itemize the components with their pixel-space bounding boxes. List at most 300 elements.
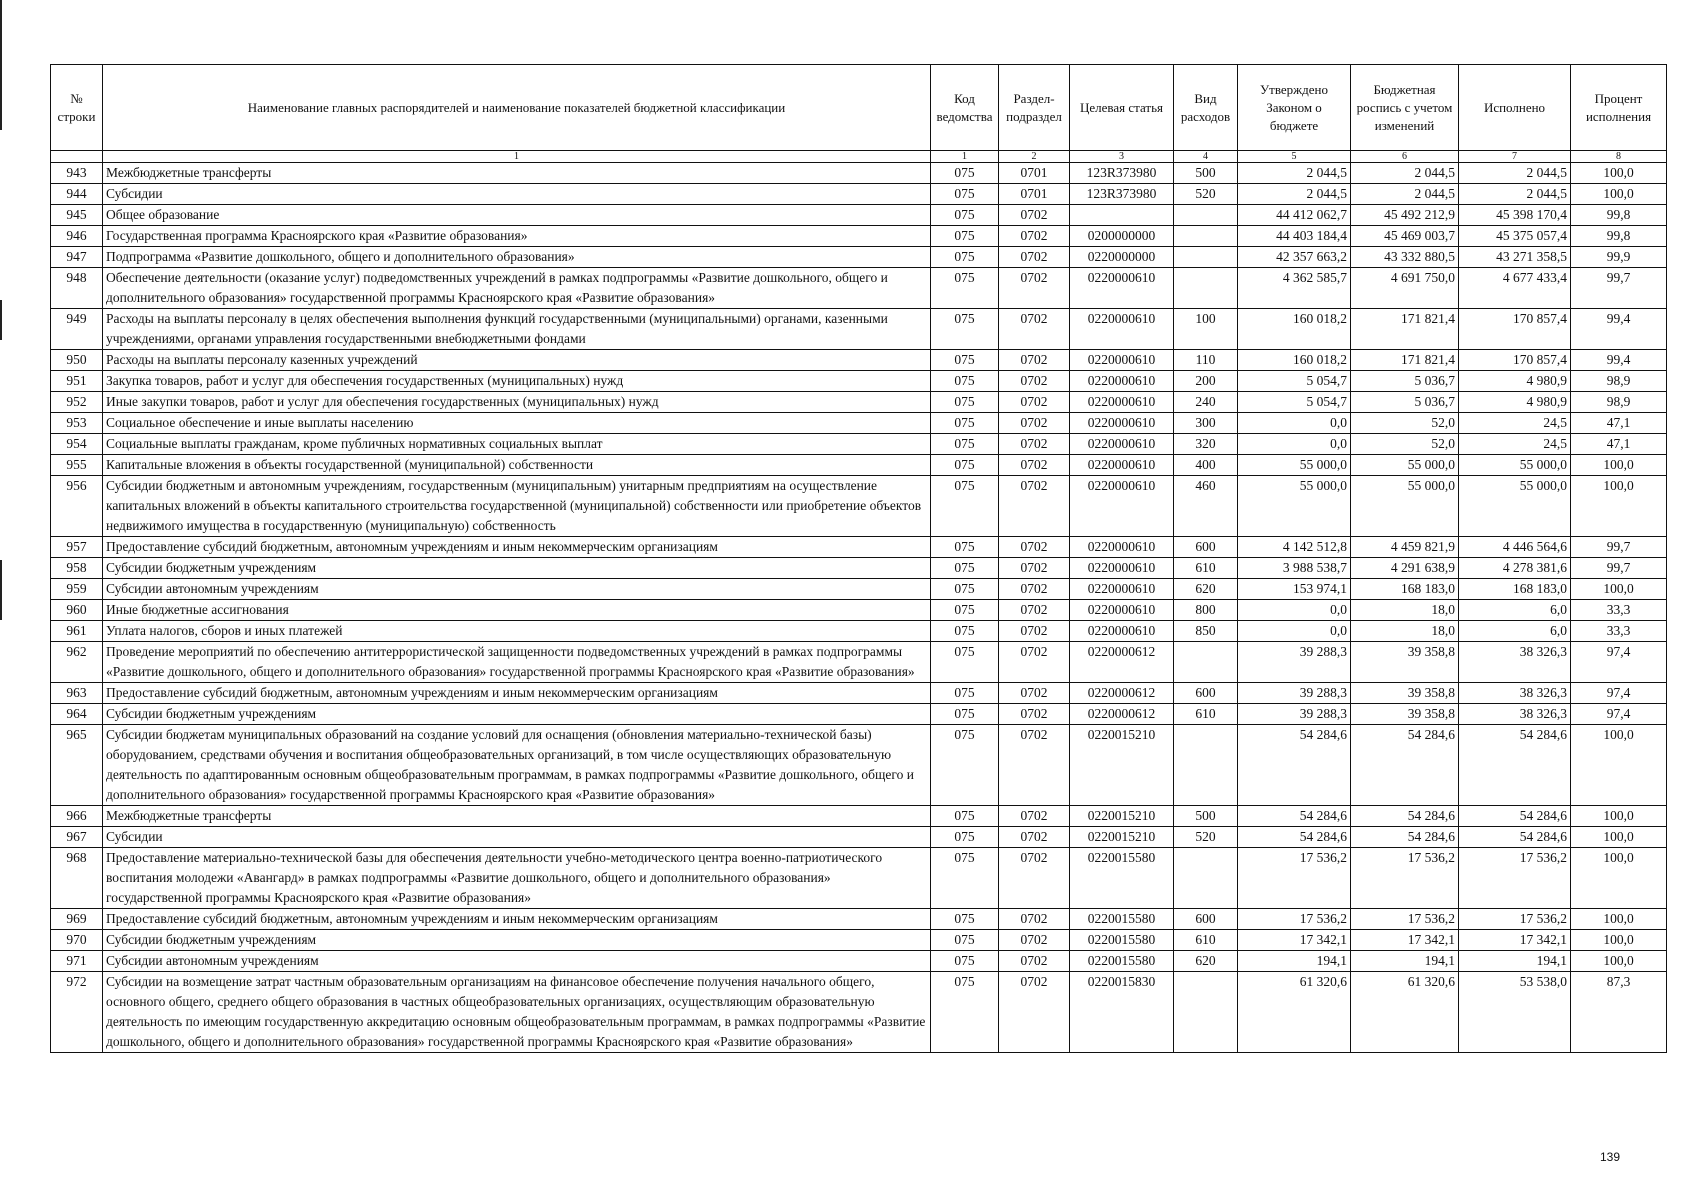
row-executed: 54 284,6 xyxy=(1459,725,1571,806)
row-target: 0220000000 xyxy=(1070,247,1174,268)
row-executed: 168 183,0 xyxy=(1459,579,1571,600)
table-row xyxy=(51,642,1667,683)
row-expense-type: 520 xyxy=(1174,827,1238,848)
row-percent: 100,0 xyxy=(1571,579,1667,600)
row-section: 0702 xyxy=(999,909,1070,930)
row-executed: 17 342,1 xyxy=(1459,930,1571,951)
table-body xyxy=(51,163,1667,1053)
row-dept-code: 075 xyxy=(931,806,999,827)
table-row xyxy=(51,247,1667,268)
row-section: 0702 xyxy=(999,704,1070,725)
header-section: Раздел-подраздел xyxy=(999,65,1070,151)
row-approved: 194,1 xyxy=(1238,951,1351,972)
row-section: 0702 xyxy=(999,309,1070,350)
row-number: 954 xyxy=(51,434,103,455)
row-percent: 100,0 xyxy=(1571,163,1667,184)
row-budget-list: 39 358,8 xyxy=(1351,704,1459,725)
header-row xyxy=(51,65,1667,151)
row-approved: 3 988 538,7 xyxy=(1238,558,1351,579)
row-target: 0220000610 xyxy=(1070,600,1174,621)
row-executed: 4 677 433,4 xyxy=(1459,268,1571,309)
row-target: 0220000612 xyxy=(1070,642,1174,683)
row-executed: 55 000,0 xyxy=(1459,476,1571,537)
row-percent: 100,0 xyxy=(1571,455,1667,476)
row-dept-code: 075 xyxy=(931,392,999,413)
row-executed: 53 538,0 xyxy=(1459,972,1571,1053)
row-executed: 45 398 170,4 xyxy=(1459,205,1571,226)
table-row xyxy=(51,848,1667,909)
row-number: 965 xyxy=(51,725,103,806)
row-budget-list: 17 342,1 xyxy=(1351,930,1459,951)
row-dept-code: 075 xyxy=(931,683,999,704)
table-row xyxy=(51,806,1667,827)
row-percent: 99,4 xyxy=(1571,309,1667,350)
row-percent: 100,0 xyxy=(1571,827,1667,848)
row-dept-code: 075 xyxy=(931,558,999,579)
row-dept-code: 075 xyxy=(931,704,999,725)
row-executed: 38 326,3 xyxy=(1459,683,1571,704)
row-percent: 100,0 xyxy=(1571,184,1667,205)
row-budget-list: 55 000,0 xyxy=(1351,476,1459,537)
row-executed: 17 536,2 xyxy=(1459,848,1571,909)
row-target: 0220015210 xyxy=(1070,827,1174,848)
header-budget-list: Бюджетная роспись с учетом изменений xyxy=(1351,65,1459,151)
table-row xyxy=(51,268,1667,309)
row-executed: 24,5 xyxy=(1459,413,1571,434)
row-dept-code: 075 xyxy=(931,163,999,184)
row-budget-list: 17 536,2 xyxy=(1351,848,1459,909)
row-approved: 153 974,1 xyxy=(1238,579,1351,600)
row-executed: 194,1 xyxy=(1459,951,1571,972)
row-section: 0701 xyxy=(999,184,1070,205)
table-row xyxy=(51,434,1667,455)
row-executed: 38 326,3 xyxy=(1459,642,1571,683)
scan-edge-mark-middle xyxy=(0,300,2,340)
row-section: 0702 xyxy=(999,455,1070,476)
row-dept-code: 075 xyxy=(931,725,999,806)
row-budget-list: 5 036,7 xyxy=(1351,371,1459,392)
row-approved: 39 288,3 xyxy=(1238,704,1351,725)
column-number: 1 xyxy=(103,151,931,163)
row-dept-code: 075 xyxy=(931,621,999,642)
row-number: 968 xyxy=(51,848,103,909)
row-number: 963 xyxy=(51,683,103,704)
row-section: 0702 xyxy=(999,350,1070,371)
table-row xyxy=(51,827,1667,848)
row-name: Расходы на выплаты персоналу в целях обеспечения выполнения функций государственными (муниципальными) органами, казенными учреждениями, органами управления государственными внебюджетными фондами xyxy=(103,309,931,350)
row-executed: 43 271 358,5 xyxy=(1459,247,1571,268)
row-budget-list: 52,0 xyxy=(1351,413,1459,434)
row-number: 959 xyxy=(51,579,103,600)
table-row xyxy=(51,704,1667,725)
table-row xyxy=(51,392,1667,413)
row-expense-type: 400 xyxy=(1174,455,1238,476)
row-section: 0702 xyxy=(999,268,1070,309)
row-budget-list: 61 320,6 xyxy=(1351,972,1459,1053)
row-number: 971 xyxy=(51,951,103,972)
row-executed: 2 044,5 xyxy=(1459,184,1571,205)
row-target: 0220000610 xyxy=(1070,455,1174,476)
row-expense-type: 300 xyxy=(1174,413,1238,434)
row-section: 0702 xyxy=(999,930,1070,951)
row-budget-list: 4 459 821,9 xyxy=(1351,537,1459,558)
row-number: 955 xyxy=(51,455,103,476)
table-row xyxy=(51,579,1667,600)
row-executed: 4 446 564,6 xyxy=(1459,537,1571,558)
row-approved: 39 288,3 xyxy=(1238,642,1351,683)
row-percent: 100,0 xyxy=(1571,476,1667,537)
table-row xyxy=(51,683,1667,704)
table-row xyxy=(51,930,1667,951)
row-name: Социальные выплаты гражданам, кроме публичных нормативных социальных выплат xyxy=(103,434,931,455)
row-expense-type: 500 xyxy=(1174,806,1238,827)
page-number: 139 xyxy=(1600,1150,1621,1164)
row-budget-list: 54 284,6 xyxy=(1351,827,1459,848)
row-executed: 17 536,2 xyxy=(1459,909,1571,930)
header-name: Наименование главных распорядителей и наименование показателей бюджетной классификации xyxy=(103,65,931,151)
table-row xyxy=(51,972,1667,1053)
column-number: 3 xyxy=(1070,151,1174,163)
row-name: Субсидии бюджетным учреждениям xyxy=(103,704,931,725)
row-executed: 24,5 xyxy=(1459,434,1571,455)
row-dept-code: 075 xyxy=(931,309,999,350)
row-dept-code: 075 xyxy=(931,951,999,972)
row-number: 972 xyxy=(51,972,103,1053)
table-row xyxy=(51,205,1667,226)
row-target: 0220000610 xyxy=(1070,434,1174,455)
row-approved: 39 288,3 xyxy=(1238,683,1351,704)
row-number: 960 xyxy=(51,600,103,621)
row-executed: 4 980,9 xyxy=(1459,371,1571,392)
row-expense-type: 620 xyxy=(1174,951,1238,972)
table-row xyxy=(51,558,1667,579)
row-budget-list: 171 821,4 xyxy=(1351,350,1459,371)
row-name: Субсидии бюджетам муниципальных образований на создание условий для оснащения (обновления материально-технической базы) оборудованием, средствами обучения и воспитания общеобразовательных организаций, в том числе осуществляющих образовательную деятельность по адаптированным основным общеобразовательным программам, в рамках подпрограммы «Развитие дошкольного, общего и дополнительного образования» государственной программы Красноярского края «Развитие образования» xyxy=(103,725,931,806)
row-dept-code: 075 xyxy=(931,371,999,392)
row-section: 0702 xyxy=(999,951,1070,972)
row-number: 962 xyxy=(51,642,103,683)
row-expense-type: 850 xyxy=(1174,621,1238,642)
row-executed: 170 857,4 xyxy=(1459,350,1571,371)
header-approved: Утверждено Законом о бюджете xyxy=(1238,65,1351,151)
row-name: Предоставление субсидий бюджетным, автономным учреждениям и иным некоммерческим организациям xyxy=(103,683,931,704)
header-dept-code: Код ведомства xyxy=(931,65,999,151)
row-number: 945 xyxy=(51,205,103,226)
row-target: 0220015210 xyxy=(1070,725,1174,806)
table-row xyxy=(51,163,1667,184)
row-dept-code: 075 xyxy=(931,579,999,600)
row-executed: 6,0 xyxy=(1459,621,1571,642)
row-target: 0220000610 xyxy=(1070,309,1174,350)
row-dept-code: 075 xyxy=(931,455,999,476)
row-expense-type: 520 xyxy=(1174,184,1238,205)
row-percent: 99,7 xyxy=(1571,268,1667,309)
row-approved: 44 412 062,7 xyxy=(1238,205,1351,226)
row-target: 0220000610 xyxy=(1070,392,1174,413)
row-section: 0702 xyxy=(999,621,1070,642)
row-number: 949 xyxy=(51,309,103,350)
row-target: 0200000000 xyxy=(1070,226,1174,247)
row-number: 956 xyxy=(51,476,103,537)
row-section: 0702 xyxy=(999,476,1070,537)
row-target: 0220000610 xyxy=(1070,413,1174,434)
row-executed: 6,0 xyxy=(1459,600,1571,621)
row-dept-code: 075 xyxy=(931,434,999,455)
column-number: 1 xyxy=(931,151,999,163)
row-section: 0702 xyxy=(999,579,1070,600)
row-section: 0701 xyxy=(999,163,1070,184)
row-budget-list: 168 183,0 xyxy=(1351,579,1459,600)
header-target: Целевая статья xyxy=(1070,65,1174,151)
row-name: Уплата налогов, сборов и иных платежей xyxy=(103,621,931,642)
scan-edge-mark-lower xyxy=(0,560,2,620)
column-number: 5 xyxy=(1238,151,1351,163)
row-section: 0702 xyxy=(999,600,1070,621)
row-number: 969 xyxy=(51,909,103,930)
row-percent: 100,0 xyxy=(1571,951,1667,972)
row-percent: 100,0 xyxy=(1571,848,1667,909)
row-expense-type xyxy=(1174,205,1238,226)
row-percent: 99,9 xyxy=(1571,247,1667,268)
row-target xyxy=(1070,205,1174,226)
row-executed: 54 284,6 xyxy=(1459,806,1571,827)
row-section: 0702 xyxy=(999,806,1070,827)
row-approved: 17 342,1 xyxy=(1238,930,1351,951)
row-name: Межбюджетные трансферты xyxy=(103,806,931,827)
row-approved: 0,0 xyxy=(1238,621,1351,642)
row-section: 0702 xyxy=(999,247,1070,268)
column-number: 4 xyxy=(1174,151,1238,163)
row-percent: 99,4 xyxy=(1571,350,1667,371)
row-target: 0220000610 xyxy=(1070,268,1174,309)
row-percent: 98,9 xyxy=(1571,371,1667,392)
row-number: 944 xyxy=(51,184,103,205)
row-expense-type xyxy=(1174,848,1238,909)
row-percent: 98,9 xyxy=(1571,392,1667,413)
row-approved: 55 000,0 xyxy=(1238,476,1351,537)
row-number: 951 xyxy=(51,371,103,392)
row-section: 0702 xyxy=(999,972,1070,1053)
row-budget-list: 4 691 750,0 xyxy=(1351,268,1459,309)
row-expense-type: 460 xyxy=(1174,476,1238,537)
row-expense-type: 600 xyxy=(1174,537,1238,558)
row-executed: 45 375 057,4 xyxy=(1459,226,1571,247)
row-section: 0702 xyxy=(999,558,1070,579)
row-target: 0220015580 xyxy=(1070,848,1174,909)
row-name: Субсидии xyxy=(103,184,931,205)
row-expense-type: 110 xyxy=(1174,350,1238,371)
row-expense-type: 200 xyxy=(1174,371,1238,392)
row-percent: 97,4 xyxy=(1571,642,1667,683)
row-budget-list: 54 284,6 xyxy=(1351,725,1459,806)
row-section: 0702 xyxy=(999,392,1070,413)
row-section: 0702 xyxy=(999,642,1070,683)
table-row xyxy=(51,455,1667,476)
row-number: 958 xyxy=(51,558,103,579)
row-dept-code: 075 xyxy=(931,476,999,537)
row-dept-code: 075 xyxy=(931,909,999,930)
row-budget-list: 17 536,2 xyxy=(1351,909,1459,930)
row-number: 953 xyxy=(51,413,103,434)
row-executed: 4 980,9 xyxy=(1459,392,1571,413)
row-approved: 17 536,2 xyxy=(1238,848,1351,909)
header-percent: Процент исполнения xyxy=(1571,65,1667,151)
row-dept-code: 075 xyxy=(931,413,999,434)
row-percent: 100,0 xyxy=(1571,909,1667,930)
row-expense-type: 600 xyxy=(1174,683,1238,704)
row-percent: 97,4 xyxy=(1571,683,1667,704)
row-number: 946 xyxy=(51,226,103,247)
row-budget-list: 39 358,8 xyxy=(1351,683,1459,704)
row-target: 0220015830 xyxy=(1070,972,1174,1053)
row-section: 0702 xyxy=(999,537,1070,558)
row-target: 0220000610 xyxy=(1070,537,1174,558)
row-name: Субсидии бюджетным и автономным учреждениям, государственным (муниципальным) унитарным предприятиям на осуществление капитальных вложений в объекты капитального строительства государственной (муниципальной) собственности или приобретение объектов недвижимого имущества в государственную (муниципальную) собственность xyxy=(103,476,931,537)
row-number: 943 xyxy=(51,163,103,184)
row-target: 0220000610 xyxy=(1070,371,1174,392)
row-name: Подпрограмма «Развитие дошкольного, общего и дополнительного образования» xyxy=(103,247,931,268)
row-name: Субсидии автономным учреждениям xyxy=(103,951,931,972)
row-approved: 2 044,5 xyxy=(1238,163,1351,184)
row-target: 0220000612 xyxy=(1070,683,1174,704)
column-number: 2 xyxy=(999,151,1070,163)
row-section: 0702 xyxy=(999,413,1070,434)
row-percent: 47,1 xyxy=(1571,413,1667,434)
table-row xyxy=(51,951,1667,972)
row-target: 0220015580 xyxy=(1070,930,1174,951)
row-budget-list: 54 284,6 xyxy=(1351,806,1459,827)
row-approved: 54 284,6 xyxy=(1238,827,1351,848)
row-approved: 160 018,2 xyxy=(1238,309,1351,350)
row-expense-type xyxy=(1174,972,1238,1053)
row-dept-code: 075 xyxy=(931,642,999,683)
row-budget-list: 43 332 880,5 xyxy=(1351,247,1459,268)
row-expense-type: 320 xyxy=(1174,434,1238,455)
row-expense-type: 240 xyxy=(1174,392,1238,413)
row-name: Субсидии автономным учреждениям xyxy=(103,579,931,600)
column-number: 6 xyxy=(1351,151,1459,163)
row-name: Расходы на выплаты персоналу казенных учреждений xyxy=(103,350,931,371)
row-percent: 99,8 xyxy=(1571,226,1667,247)
row-percent: 99,8 xyxy=(1571,205,1667,226)
row-section: 0702 xyxy=(999,434,1070,455)
row-expense-type: 600 xyxy=(1174,909,1238,930)
row-expense-type xyxy=(1174,725,1238,806)
row-target: 0220000610 xyxy=(1070,621,1174,642)
row-target: 0220000610 xyxy=(1070,579,1174,600)
row-executed: 2 044,5 xyxy=(1459,163,1571,184)
row-section: 0702 xyxy=(999,848,1070,909)
row-percent: 100,0 xyxy=(1571,725,1667,806)
header-executed: Исполнено xyxy=(1459,65,1571,151)
row-name: Социальное обеспечение и иные выплаты населению xyxy=(103,413,931,434)
row-budget-list: 5 036,7 xyxy=(1351,392,1459,413)
table-row xyxy=(51,909,1667,930)
row-target: 0220000610 xyxy=(1070,558,1174,579)
row-expense-type: 610 xyxy=(1174,558,1238,579)
row-dept-code: 075 xyxy=(931,350,999,371)
row-target: 0220015580 xyxy=(1070,951,1174,972)
row-name: Субсидии бюджетным учреждениям xyxy=(103,558,931,579)
row-percent: 97,4 xyxy=(1571,704,1667,725)
table-row xyxy=(51,184,1667,205)
row-section: 0702 xyxy=(999,226,1070,247)
row-name: Иные бюджетные ассигнования xyxy=(103,600,931,621)
row-approved: 44 403 184,4 xyxy=(1238,226,1351,247)
row-percent: 100,0 xyxy=(1571,930,1667,951)
table-row xyxy=(51,226,1667,247)
row-dept-code: 075 xyxy=(931,848,999,909)
row-expense-type xyxy=(1174,642,1238,683)
row-name: Субсидии на возмещение затрат частным образовательным организациям на финансовое обеспечение получения начального общего, основного общего, среднего общего образования в частных общеобразовательных организациях, осуществляющим образовательную деятельность по имеющим государственную аккредитацию основным общеобразовательным программам, в рамках подпрограммы «Развитие дошкольного, общего и дополнительного образования» государственной программы Красноярского края «Развитие образования» xyxy=(103,972,931,1053)
row-budget-list: 45 469 003,7 xyxy=(1351,226,1459,247)
row-dept-code: 075 xyxy=(931,268,999,309)
row-approved: 2 044,5 xyxy=(1238,184,1351,205)
row-name: Предоставление субсидий бюджетным, автономным учреждениям и иным некоммерческим организациям xyxy=(103,909,931,930)
row-expense-type: 500 xyxy=(1174,163,1238,184)
row-percent: 99,7 xyxy=(1571,537,1667,558)
row-name: Общее образование xyxy=(103,205,931,226)
row-approved: 5 054,7 xyxy=(1238,371,1351,392)
row-executed: 54 284,6 xyxy=(1459,827,1571,848)
column-number: 8 xyxy=(1571,151,1667,163)
row-budget-list: 52,0 xyxy=(1351,434,1459,455)
row-number: 957 xyxy=(51,537,103,558)
row-approved: 0,0 xyxy=(1238,434,1351,455)
row-name: Предоставление субсидий бюджетным, автономным учреждениям и иным некоммерческим организациям xyxy=(103,537,931,558)
row-budget-list: 39 358,8 xyxy=(1351,642,1459,683)
row-name: Капитальные вложения в объекты государственной (муниципальной) собственности xyxy=(103,455,931,476)
row-name: Субсидии бюджетным учреждениям xyxy=(103,930,931,951)
row-percent: 33,3 xyxy=(1571,621,1667,642)
row-name: Государственная программа Красноярского края «Развитие образования» xyxy=(103,226,931,247)
row-approved: 42 357 663,2 xyxy=(1238,247,1351,268)
row-section: 0702 xyxy=(999,371,1070,392)
row-executed: 4 278 381,6 xyxy=(1459,558,1571,579)
row-approved: 54 284,6 xyxy=(1238,725,1351,806)
row-expense-type xyxy=(1174,247,1238,268)
row-target: 0220000610 xyxy=(1070,476,1174,537)
header-expense-type: Вид расходов xyxy=(1174,65,1238,151)
row-dept-code: 075 xyxy=(931,205,999,226)
row-section: 0702 xyxy=(999,827,1070,848)
row-budget-list: 4 291 638,9 xyxy=(1351,558,1459,579)
row-approved: 4 362 585,7 xyxy=(1238,268,1351,309)
row-executed: 38 326,3 xyxy=(1459,704,1571,725)
row-number: 964 xyxy=(51,704,103,725)
table-row xyxy=(51,537,1667,558)
row-approved: 4 142 512,8 xyxy=(1238,537,1351,558)
table-row xyxy=(51,621,1667,642)
row-dept-code: 075 xyxy=(931,972,999,1053)
table-row xyxy=(51,371,1667,392)
row-expense-type: 100 xyxy=(1174,309,1238,350)
row-expense-type: 610 xyxy=(1174,930,1238,951)
row-number: 970 xyxy=(51,930,103,951)
row-approved: 0,0 xyxy=(1238,413,1351,434)
row-dept-code: 075 xyxy=(931,930,999,951)
row-number: 948 xyxy=(51,268,103,309)
row-number: 947 xyxy=(51,247,103,268)
row-budget-list: 45 492 212,9 xyxy=(1351,205,1459,226)
row-expense-type: 620 xyxy=(1174,579,1238,600)
row-executed: 170 857,4 xyxy=(1459,309,1571,350)
row-percent: 33,3 xyxy=(1571,600,1667,621)
row-budget-list: 18,0 xyxy=(1351,621,1459,642)
row-approved: 54 284,6 xyxy=(1238,806,1351,827)
row-budget-list: 194,1 xyxy=(1351,951,1459,972)
row-number: 966 xyxy=(51,806,103,827)
